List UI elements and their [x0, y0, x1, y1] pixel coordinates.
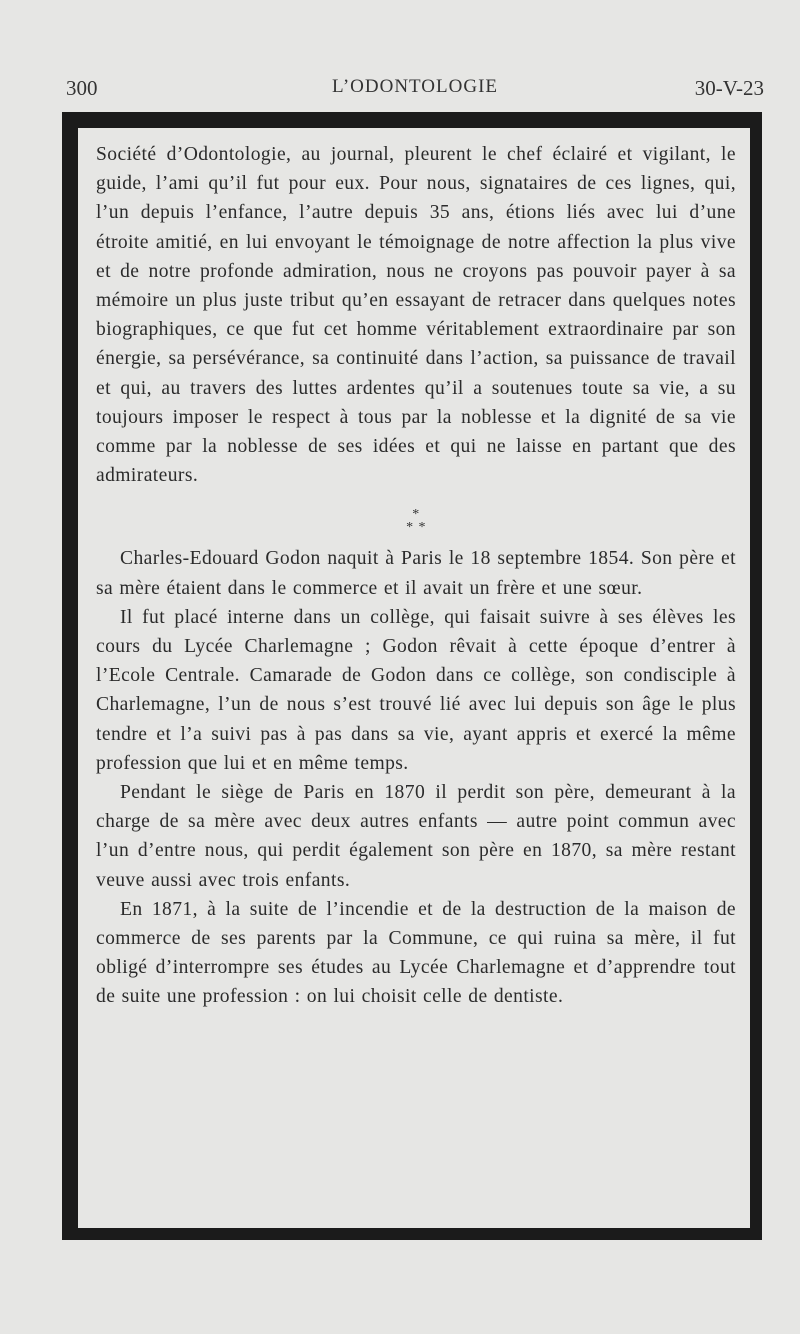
paragraph-commune: En 1871, à la suite de l’incendie et de la destruction de la maison de commerce de ses parents par la Commune, ce qui ruina sa mère, il fut obligé d’interrompre ses études au Lycée Charlemagne et d’apprendre tout de suite une profession : on lui choisit celle de dentiste. [96, 898, 736, 1008]
paragraph-school: Il fut placé interne dans un collège, qui faisait suivre à ses élèves les cours du Lycée Charlemagne ; Godon rêvait à cette époque d’entrer à l’Ecole Centrale. Camarade de Godon dans ce collège, son condisciple à Charlemagne, l’un de nous s’est trouvé lié avec lui depuis son âge le plus tendre et l’a suivi pas à pas dans sa vie, ayant appris et exercé la même profession que lui et en même temps. [96, 606, 736, 774]
article-body [96, 140, 736, 1012]
mourning-border-frame [62, 112, 762, 1240]
running-head [66, 76, 764, 106]
issue-date: 30-V-23 [694, 76, 764, 100]
paragraph-siege: Pendant le siège de Paris en 1870 il perdit son père, demeurant à la charge de sa mère avec deux autres enfants — autre point commun avec l’un d’entre nous, qui perdit également son père en 1870, sa mère restant veuve aussi avec trois enfants. [96, 782, 736, 891]
asterism-bottom: * * [406, 520, 426, 536]
paragraph-continued: Société d’Odontologie, au journal, pleurent le chef éclairé et vigilant, le guide, l’ami qu’il fut pour eux. Pour nous, signataires de ces lignes, qui, l’un depuis l’enfance, l’autre depuis 35 ans, étions liés avec lui d’une étroite amitié, en lui envoyant le témoignage de notre affection la plus vive et de notre profonde admiration, nous ne croyons pas pouvoir payer à sa mémoire un plus juste tribut qu’en essayant de retracer dans quelques notes biographiques, ce que fut cet homme véritablement extraordinaire par son énergie, sa persévérance, sa continuité dans l’action, sa puissance de travail et qui, au travers des luttes ardentes qu’il a soutenues toute sa vie, a su toujours imposer le respect à tous par la noblesse et la dignité de sa vie comme par la noblesse de ses idées et qui ne laisse en partant que des admirateurs. [96, 144, 736, 487]
asterism-divider [96, 508, 736, 534]
page-number: 300 [66, 76, 98, 100]
journal-title: L’ODONTOLOGIE [331, 76, 499, 97]
asterism-top: * [412, 507, 420, 523]
paragraph-birth: Charles-Edouard Godon naquit à Paris le 18 septembre 1854. Son père et sa mère étaient dans le commerce et il avait un frère et une sœur. [96, 548, 736, 599]
